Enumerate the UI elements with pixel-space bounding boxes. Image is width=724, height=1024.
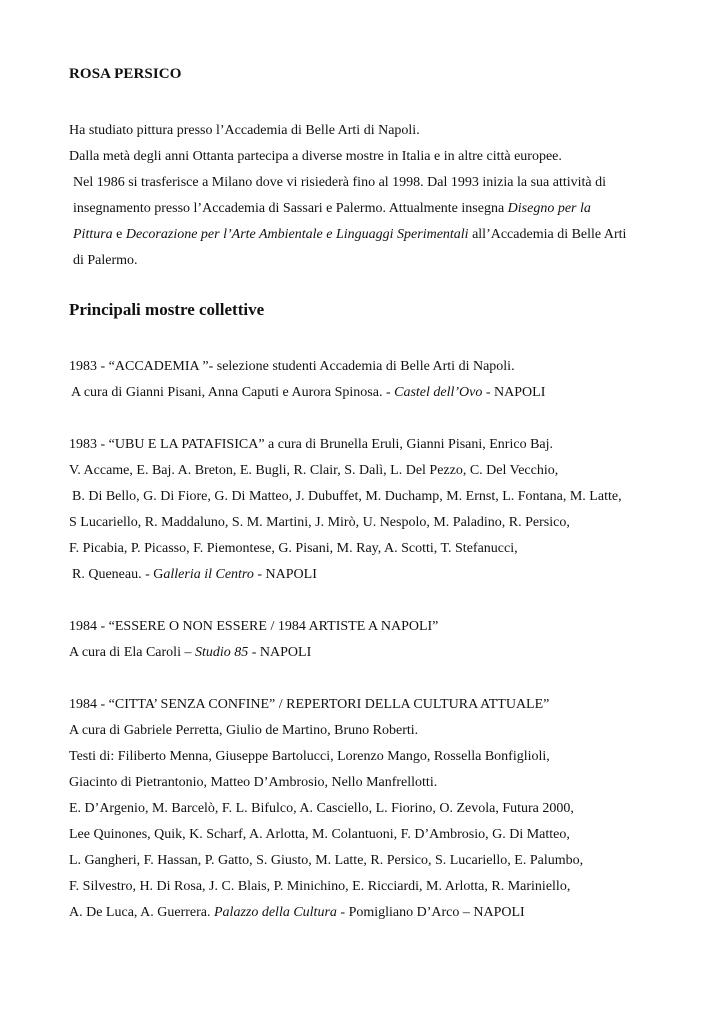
exhibition-text: A cura di Ela Caroli – — [69, 645, 195, 660]
exhibition-line: V. Accame, E. Baj. A. Breton, E. Bugli, R. Clair, S. Dalì, L. Del Pezzo, C. Del Vecchio, — [69, 463, 559, 478]
exhibition-line: E. D’Argenio, M. Barcelò, F. L. Bifulco, A. Casciello, L. Fiorino, O. Zevola, Futura 2000, — [69, 801, 574, 816]
exhibition-line: 1983 - “UBU E LA PATAFISICA” a cura di Brunella Eruli, Gianni Pisani, Enrico Baj. — [69, 437, 554, 452]
bio-course-title: Pittura — [73, 227, 113, 242]
exhibition-text: R. Queneau. - G — [72, 567, 164, 582]
bio-line — [69, 222, 709, 248]
bio-text: all’Accademia di Belle Arti — [468, 227, 627, 242]
exhibition-text: - NAPOLI — [253, 567, 317, 582]
exhibition-line: Testi di: Filiberto Menna, Giuseppe Bartolucci, Lorenzo Mango, Rossella Bonfiglioli, — [69, 749, 550, 764]
exhibition-text: - NAPOLI — [248, 645, 312, 660]
exhibition-text: - NAPOLI — [482, 385, 546, 400]
exhibition-line: 1984 - “CITTA’ SENZA CONFINE” / REPERTORI DELLA CULTURA ATTUALE” — [69, 697, 550, 712]
biography — [69, 118, 709, 274]
exhibition-venue: Studio 85 — [194, 645, 249, 660]
exhibition-line — [69, 380, 709, 406]
exhibition-line: 1984 - “ESSERE O NON ESSERE / 1984 ARTISTE A NAPOLI” — [69, 619, 439, 634]
exhibition-line: Lee Quinones, Quik, K. Scharf, A. Arlotta, M. Colantuoni, F. D’Ambrosio, G. Di Matteo, — [69, 827, 570, 842]
exhibition-list — [69, 354, 709, 952]
exhibition-line: 1983 - “ACCADEMIA ”- selezione studenti Accademia di Belle Arti di Napoli. — [69, 359, 515, 374]
exhibition-line — [69, 900, 709, 926]
exhibition-text: A. De Luca, A. Guerrera. — [69, 905, 214, 920]
exhibition-line: B. Di Bello, G. Di Fiore, G. Di Matteo, J. Dubuffet, M. Duchamp, M. Ernst, L. Fontana, M. Latte, — [72, 489, 622, 504]
exhibition-entry — [69, 692, 709, 926]
exhibition-line: Giacinto di Pietrantonio, Matteo D’Ambrosio, Nello Manfrellotti. — [69, 775, 438, 790]
exhibition-venue: Castel dell’Ovo — [394, 385, 483, 400]
bio-text: insegnamento presso l’Accademia di Sassari e Palermo. Attualmente insegna — [73, 201, 508, 216]
exhibition-line: S Lucariello, R. Maddaluno, S. M. Martini, J. Mirò, U. Nespolo, M. Paladino, R. Persico, — [69, 515, 570, 530]
exhibition-venue: Palazzo della Cultura — [214, 905, 337, 920]
exhibition-line — [69, 562, 709, 588]
exhibition-venue: alleria il Centro — [163, 567, 254, 582]
exhibition-line: A cura di Gabriele Perretta, Giulio de Martino, Bruno Roberti. — [69, 723, 419, 738]
exhibition-entry — [69, 432, 709, 588]
document-title: ROSA PERSICO — [69, 66, 182, 82]
exhibition-line: F. Picabia, P. Picasso, F. Piemontese, G. Pisani, M. Ray, A. Scotti, T. Stefanucci, — [69, 541, 518, 556]
exhibition-line: F. Silvestro, H. Di Rosa, J. C. Blais, P. Minichino, E. Ricciardi, M. Arlotta, R. Mariniello, — [69, 879, 571, 894]
bio-course-title: Disegno per la — [507, 201, 591, 216]
exhibition-line: L. Gangheri, F. Hassan, P. Gatto, S. Giusto, M. Latte, R. Persico, S. Lucariello, E. Palumbo, — [69, 853, 584, 868]
exhibition-entry — [69, 354, 709, 406]
bio-course-title: Decorazione per l’Arte Ambientale e Linguaggi Sperimentali — [125, 227, 469, 242]
exhibition-line — [69, 640, 709, 666]
bio-text: e — [112, 227, 126, 242]
exhibition-text: A cura di Gianni Pisani, Anna Caputi e Aurora Spinosa. - — [71, 385, 395, 400]
bio-line: di Palermo. — [73, 253, 138, 268]
bio-line — [69, 196, 709, 222]
bio-line: Ha studiato pittura presso l’Accademia di Belle Arti di Napoli. — [69, 123, 420, 138]
exhibition-text: - Pomigliano D’Arco – NAPOLI — [336, 905, 525, 920]
section-title: Principali mostre collettive — [69, 300, 265, 319]
exhibition-entry — [69, 614, 709, 666]
bio-line: Dalla metà degli anni Ottanta partecipa a diverse mostre in Italia e in altre città europee. — [69, 149, 562, 164]
bio-line: Nel 1986 si trasferisce a Milano dove vi risiederà fino al 1998. Dal 1993 inizia la sua attività di — [73, 175, 607, 190]
